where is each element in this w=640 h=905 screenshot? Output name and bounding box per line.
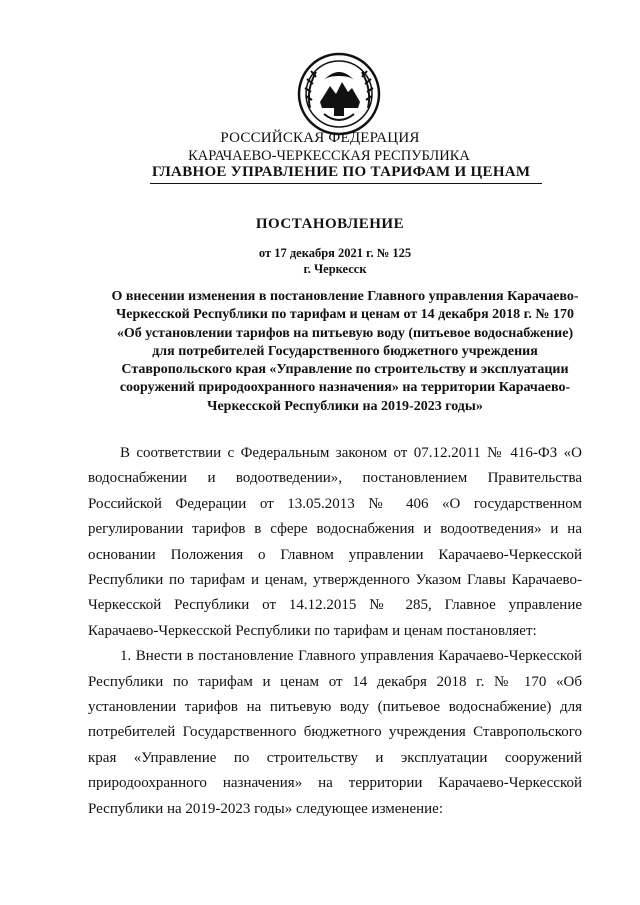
document-city: г. Черкесск	[303, 262, 367, 276]
country-name: РОССИЙСКАЯ ФЕДЕРАЦИЯ	[220, 130, 420, 146]
authority-name: ГЛАВНОЕ УПРАВЛЕНИЕ ПО ТАРИФАМ И ЦЕНАМ	[152, 164, 531, 180]
document-type-title: ПОСТАНОВЛЕНИЕ	[255, 216, 405, 232]
document-date-number: от 17 декабря 2021 г. № 125	[258, 246, 412, 260]
document-subject: О внесении изменения в постановление Главного управления Карачаево-Черкесской Республики по тарифам и ценам от 14 декабря 2018 г. № 170 «Об установлении тарифов на питьевую воду (питьевое водоснабжение) для потребителей Государственного бюджетного учреждения Ставропольского края «Управление по строительству и эксплуатации сооружений природоохранного назначения» на территории Карачаево-Черкесской Республики на 2019-2023 годы»	[111, 289, 579, 414]
item-1-paragraph: 1. Внести в постановление Главного управления Карачаево-Черкесской Республики по тарифам и ценам от 14 декабря 2018 г. № 170 «Об установлении тарифов на питьевую воду (питьевое водоснабжение) для потребителей Государственного бюджетного учреждения Ставропольского края «Управление по строительству и эксплуатации сооружений природоохранного назначения» на территории Карачаево-Черкесской Республики на 2019-2023 годы» следующее изменение:	[88, 648, 582, 817]
preamble-paragraph: В соответствии с Федеральным законом от 07.12.2011 № 416-ФЗ «О водоснабжении и водоотведении», постановлением Правительства Российской Федерации от 13.05.2013 № 406 «О государственном регулировании тарифов в сфере водоснабжения и водоотведения» и на основании Положения о Главном управлении Карачаево-Черкесской Республики по тарифам и ценам, утвержденного Указом Главы Карачаево-Черкесской Республики от 14.12.2015 № 285, Главное управление Карачаево-Черкесской Республики по тарифам и ценам постановляет:	[88, 445, 582, 639]
header-divider	[150, 183, 542, 184]
republic-name: КАРАЧАЕВО-ЧЕРКЕССКАЯ РЕСПУБЛИКА	[188, 148, 470, 164]
document-body	[88, 441, 582, 822]
coat-of-arms-emblem	[296, 50, 382, 138]
